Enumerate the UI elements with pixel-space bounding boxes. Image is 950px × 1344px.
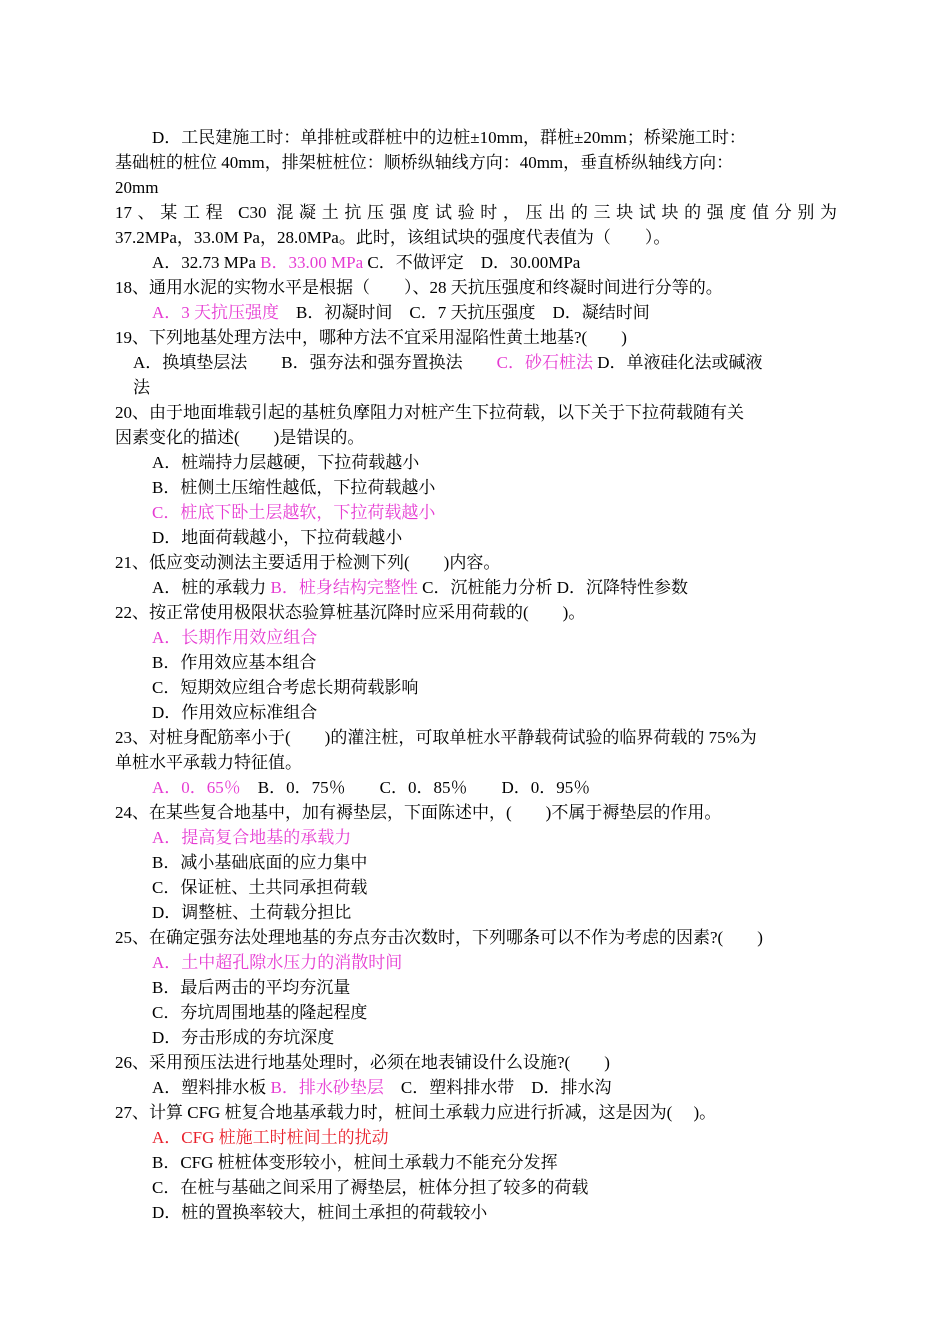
- option: [152, 876, 842, 900]
- text-run: 21、低应变动测法主要适用于检测下列( )内容。: [115, 553, 501, 572]
- text-line: [115, 426, 837, 450]
- text-run: 20、由于地面堆载引起的基桩负摩阻力对桩产生下拉荷载，以下关于下拉荷载随有关: [115, 403, 744, 422]
- text-run: 18、通用水泥的实物水平是根据（ ）、28 天抗压强度和终凝时间进行分等的。: [115, 278, 723, 297]
- text-run: B．桩侧土压缩性越低，下拉荷载越小: [152, 478, 436, 497]
- option: B．初凝时间 C．7 天抗压强度 D．凝结时间: [279, 303, 650, 322]
- question-20: [115, 401, 837, 425]
- question-24: [115, 801, 837, 825]
- text-run: C．夯坑周围地基的隆起程度: [152, 1003, 368, 1022]
- text-run: D．作用效应标准组合: [152, 703, 318, 722]
- options-23: [152, 776, 842, 800]
- option: [152, 676, 842, 700]
- option: A．换填垫层法 B．强夯法和强夯置换法: [133, 353, 497, 372]
- text-run: C．保证桩、土共同承担荷载: [152, 878, 368, 897]
- option: A．32.73 MPa: [152, 253, 261, 272]
- text-line: [115, 751, 837, 775]
- text-run: A．CFG 桩施工时桩间土的扰动: [152, 1128, 389, 1147]
- text-run: 17、某工程 C30 混凝土抗压强度试验时，压出的三块试块的强度值分别为: [115, 203, 837, 222]
- answer-option: [152, 1126, 842, 1150]
- option: [152, 526, 842, 550]
- question-25: [115, 926, 837, 950]
- text-run: A．长期作用效应组合: [152, 628, 318, 647]
- text-run: B．最后两击的平均夯沉量: [152, 978, 351, 997]
- text-run: B．减小基础底面的应力集中: [152, 853, 368, 872]
- answer-option: B．桩身结构完整性: [270, 578, 418, 597]
- text-line: [152, 126, 842, 150]
- option: [152, 1001, 842, 1025]
- option: D．单液硅化法或碱液: [592, 353, 763, 372]
- answer-option: [152, 501, 842, 525]
- option: C．不做评定 D．30.00MPa: [363, 253, 581, 272]
- text-run: 23、对桩身配筋率小于( )的灌注桩，可取单桩水平静载荷试验的临界荷载的 75%为: [115, 728, 757, 747]
- answer-option: C．砂石桩法: [496, 353, 593, 372]
- option: [152, 1176, 842, 1200]
- text-run: D．调整桩、土荷载分担比: [152, 903, 352, 922]
- text-line: [115, 151, 837, 175]
- text-run: C．短期效应组合考虑长期荷载影响: [152, 678, 419, 697]
- question-18: [115, 276, 837, 300]
- text-run: 25、在确定强夯法处理地基的夯点夯击次数时，下列哪条可以不作为考虑的因素?( ): [115, 928, 763, 947]
- text-line: [115, 226, 837, 250]
- options-21: [152, 576, 842, 600]
- answer-option: B．排水砂垫层: [270, 1078, 384, 1097]
- option: [152, 701, 842, 725]
- option: [152, 1026, 842, 1050]
- option: [152, 651, 842, 675]
- text-run: 法: [133, 378, 150, 397]
- question-23: [115, 726, 837, 750]
- text-run: A．桩端持力层越硬，下拉荷载越小: [152, 453, 420, 472]
- text-run: A．土中超孔隙水压力的消散时间: [152, 953, 403, 972]
- option: [152, 851, 842, 875]
- answer-option: A．0．65％: [152, 778, 241, 797]
- text-run: D．夯击形成的夯坑深度: [152, 1028, 335, 1047]
- text-run: 22、按正常使用极限状态验算桩基沉降时应采用荷载的( )。: [115, 603, 586, 622]
- question-26: [115, 1051, 837, 1075]
- text-line: [133, 376, 842, 400]
- option: B．0．75％ C．0．85％ D．0．95％: [240, 778, 591, 797]
- option: C．沉桩能力分析 D．沉降特性参数: [417, 578, 688, 597]
- text-run: A．提高复合地基的承载力: [152, 828, 352, 847]
- text-run: B．CFG 桩桩体变形较小，桩间土承载力不能充分发挥: [152, 1153, 558, 1172]
- answer-option: [152, 626, 842, 650]
- text-run: C．在桩与基础之间采用了褥垫层，桩体分担了较多的荷载: [152, 1178, 589, 1197]
- answer-option: [152, 826, 842, 850]
- text-line: [115, 176, 837, 200]
- answer-option: [152, 951, 842, 975]
- text-run: 20mm: [115, 178, 159, 197]
- answer-option: B．33.00 MPa: [260, 253, 364, 272]
- option: [152, 1151, 842, 1175]
- text-run: 因素变化的描述( )是错误的。: [115, 428, 365, 447]
- option: [152, 1201, 842, 1225]
- options-19: [133, 351, 842, 375]
- answer-option: A．3 天抗压强度: [152, 303, 280, 322]
- text-run: D．工民建施工时：单排桩或群桩中的边桩±10mm，群桩±20mm；桥梁施工时：: [152, 128, 746, 147]
- option: [152, 976, 842, 1000]
- text-run: 单桩水平承载力特征值。: [115, 753, 302, 772]
- text-run: B．作用效应基本组合: [152, 653, 317, 672]
- text-run: 24、在某些复合地基中，加有褥垫层，下面陈述中，( )不属于褥垫层的作用。: [115, 803, 722, 822]
- question-21: [115, 551, 837, 575]
- text-run: D．地面荷载越小，下拉荷载越小: [152, 528, 403, 547]
- question-17: [115, 201, 837, 225]
- question-27: [115, 1101, 837, 1125]
- text-run: C．桩底下卧土层越软，下拉荷载越小: [152, 503, 436, 522]
- option: A．桩的承载力: [152, 578, 271, 597]
- option: C．塑料排水带 D．排水沟: [383, 1078, 612, 1097]
- text-run: 26、采用预压法进行地基处理时，必须在地表铺设什么设施?( ): [115, 1053, 610, 1072]
- question-22: [115, 601, 837, 625]
- option: A．塑料排水板: [152, 1078, 271, 1097]
- option: [152, 451, 842, 475]
- options-18: [152, 301, 842, 325]
- options-17: [152, 251, 842, 275]
- text-run: 19、下列地基处理方法中，哪种方法不宜采用湿陷性黄土地基?( ): [115, 328, 627, 347]
- options-26: [152, 1076, 842, 1100]
- text-run: D．桩的置换率较大，桩间土承担的荷载较小: [152, 1203, 488, 1222]
- text-run: 基础桩的桩位 40mm，排架桩桩位：顺桥纵轴线方向：40mm，垂直桥纵轴线方向：: [115, 153, 734, 172]
- option: [152, 901, 842, 925]
- text-run: 27、计算 CFG 桩复合地基承载力时，桩间土承载力应进行折减，这是因为( )。: [115, 1103, 717, 1122]
- text-run: 37.2MPa，33.0M Pa，28.0MPa。此时，该组试块的强度代表值为（ ）。: [115, 228, 671, 247]
- option: [152, 476, 842, 500]
- question-19: [115, 326, 837, 350]
